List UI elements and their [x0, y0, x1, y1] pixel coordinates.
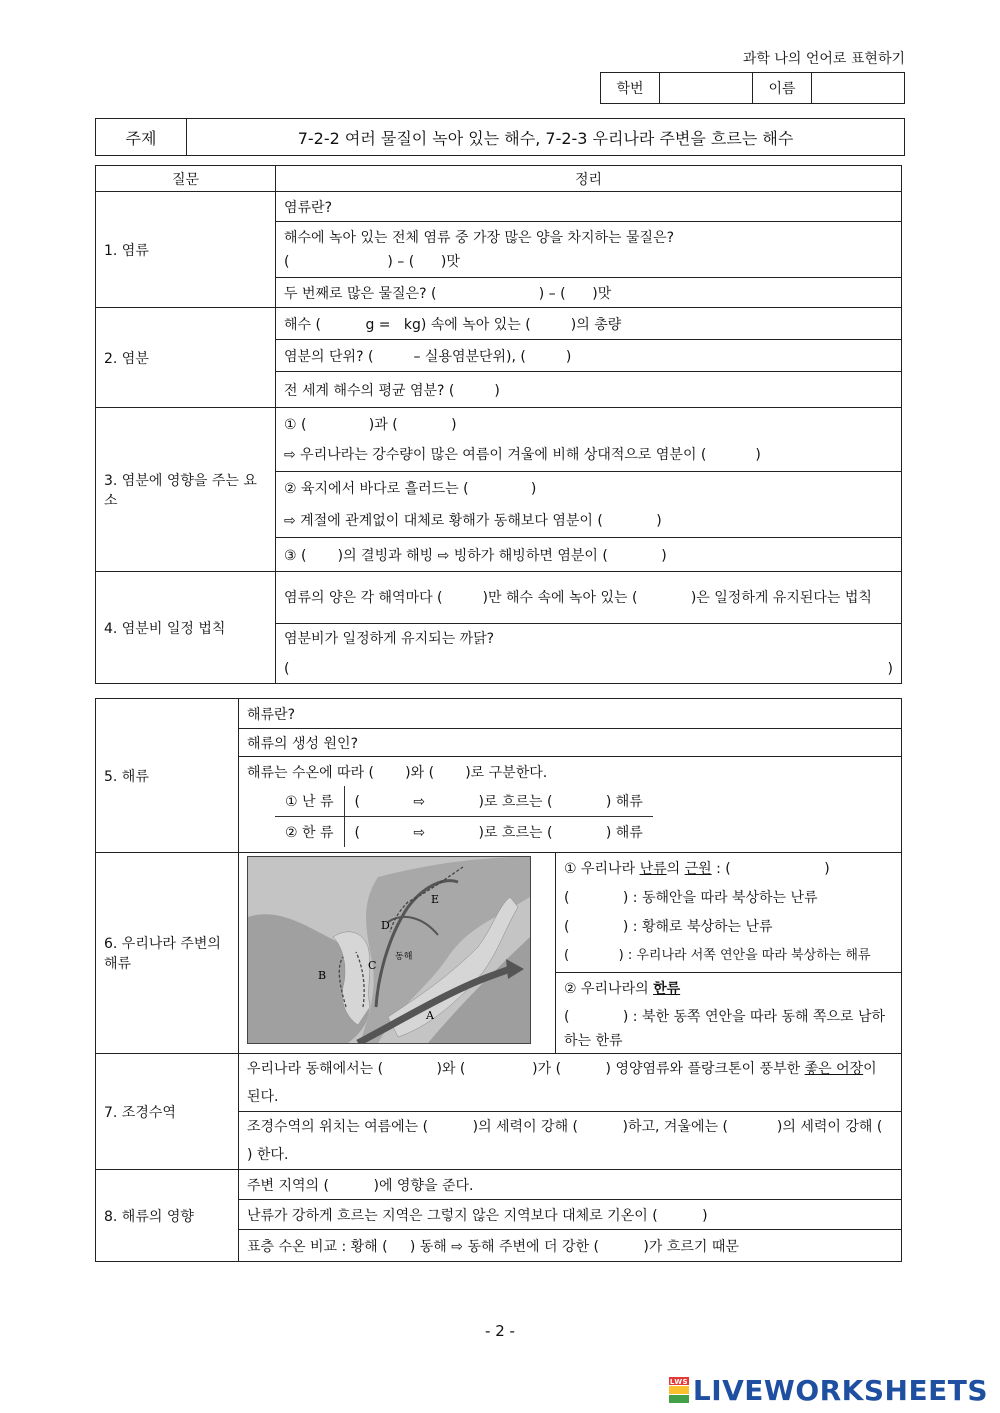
warm-source-prefix: ① 우리나라 [564, 861, 640, 877]
name-label: 이름 [753, 73, 812, 104]
map-label-sea: 동해 [395, 952, 413, 962]
s4-row2-question: 염분비가 일정하게 유지되는 까닭? [284, 630, 495, 647]
name-input[interactable] [812, 73, 905, 104]
logo-letter-l: LWS [669, 1378, 688, 1386]
student-id-label: 학번 [601, 73, 660, 104]
topic-title: 7-2-2 여러 물질이 녹아 있는 해수, 7-2-3 우리나라 주변을 흐르는 해수 [187, 119, 905, 156]
s7-row1-end: 이 된다. [247, 1060, 882, 1105]
section-3-title: 3. 염분에 영향을 주는 요소 [96, 408, 276, 572]
warm-source-mid: 의 [666, 861, 685, 877]
topic-table [95, 118, 905, 156]
good-fishing-ground: 좋은 어장 [804, 1060, 864, 1077]
s2-row1[interactable]: 해수 ( g = kg) 속에 녹아 있는 ( )의 총량 [276, 308, 902, 340]
s2-row3[interactable]: 전 세계 해수의 평균 염분? ( ) [276, 372, 902, 408]
cold-current-heading [564, 977, 893, 1001]
s6-content [239, 853, 902, 1054]
liveworksheets-logo-icon [669, 1377, 689, 1403]
s1-row3[interactable]: 두 번째로 많은 물질은? ( ) – ( )맛 [276, 278, 902, 308]
warm-current-3[interactable]: ( ) : 우리나라 서쪽 연안을 따라 북상하는 해류 [564, 948, 871, 963]
source-word: 근원 [684, 861, 712, 877]
liveworksheets-brand[interactable] [669, 1374, 988, 1407]
warm-current-2[interactable]: ( ) : 황해로 북상하는 난류 [564, 919, 773, 935]
map-label-e: E [431, 893, 440, 906]
section-6-title: 6. 우리나라 주변의 해류 [96, 853, 239, 1054]
s8-row3[interactable]: 표층 수온 비교 : 황해 ( ) 동해 ⇨ 동해 주변에 더 강한 ( )가 흐르기 때문 [239, 1230, 902, 1262]
section-2-title: 2. 염분 [96, 308, 276, 408]
summary-table-2 [95, 698, 923, 1262]
brand-text: LIVEWORKSHEETS [692, 1374, 988, 1407]
s4-row2-blank[interactable] [284, 657, 893, 681]
map-label-c: C [368, 959, 377, 972]
s7-row1-main: 우리나라 동해에서는 ( )와 ( )가 ( ) 영양염류와 플랑크톤이 풍부한 [247, 1060, 805, 1077]
warm-current-label: ① 난 류 [275, 786, 344, 817]
s3-row1[interactable] [276, 408, 902, 472]
s3-row1b[interactable]: ⇨ 우리나라는 강수량이 많은 여름이 겨울에 비해 상대적으로 염분이 ( ) [284, 446, 761, 463]
map-svg [248, 857, 530, 1043]
page-number: - 2 - [485, 1322, 515, 1340]
s4-row2[interactable] [276, 624, 902, 684]
s1-row2-blank[interactable]: ( ) – ( )맛 [284, 253, 460, 270]
cold-current-label: ② 한 류 [275, 817, 344, 848]
s8-row1[interactable]: 주변 지역의 ( )에 영향을 준다. [239, 1170, 902, 1200]
s8-row2[interactable]: 난류가 강하게 흐르는 지역은 그렇지 않은 지역보다 대체로 기온이 ( ) [239, 1200, 902, 1230]
current-answers [556, 853, 901, 1053]
cold-current-desc[interactable]: ( ⇨ )로 흐르는 ( ) 해류 [354, 825, 643, 841]
current-type-table [275, 786, 653, 847]
map-label-a: A [426, 1009, 434, 1022]
s7-row1[interactable] [239, 1054, 902, 1112]
cold-prefix: ② 우리나라의 [564, 981, 654, 997]
column-question: 질문 [96, 166, 276, 192]
warm-source-row[interactable] [564, 857, 893, 881]
s7-row2[interactable]: 조경수역의 위치는 여름에는 ( )의 세력이 강해 ( )하고, 겨울에는 ( )의 세력이 강해 ( ) 한다. [239, 1112, 902, 1170]
warm-current-desc[interactable]: ( ⇨ )로 흐르는 ( ) 해류 [344, 786, 653, 817]
s5-row2[interactable]: 해류의 생성 원인? [239, 729, 902, 757]
section-4-title: 4. 염분비 일정 법칙 [96, 572, 276, 684]
section-1-title: 1. 염류 [96, 192, 276, 308]
current-map-cell [239, 853, 556, 1053]
s1-row2[interactable] [276, 222, 902, 278]
section-5-title: 5. 해류 [96, 699, 239, 853]
cold-current-1[interactable]: ( ) : 북한 동쪽 연안을 따라 동해 쪽으로 남하하는 한류 [564, 1009, 886, 1049]
student-id-input[interactable] [660, 73, 753, 104]
warm-word: 난류 [639, 861, 667, 877]
section-7-title: 7. 조경수역 [96, 1054, 239, 1170]
s1-row1[interactable]: 염류란? [276, 192, 902, 222]
s4-open-paren: ( [284, 660, 290, 677]
warm-current-1[interactable]: ( ) : 동해안을 따라 북상하는 난류 [564, 890, 818, 906]
s2-row2[interactable]: 염분의 단위? ( – 실용염분단위), ( ) [276, 340, 902, 372]
header-caption: 과학 나의 언어로 표현하기 [742, 51, 905, 67]
s3-row1a[interactable]: ① ( )과 ( ) [284, 416, 457, 433]
section-8-title: 8. 해류의 영향 [96, 1170, 239, 1262]
s5-row3 [239, 757, 902, 853]
column-summary: 정리 [276, 166, 902, 192]
s5-row3-text[interactable]: 해류는 수온에 따라 ( )와 ( )로 구분한다. [247, 765, 548, 781]
warm-current-block [556, 853, 901, 973]
s4-close-paren: ) [887, 660, 893, 677]
student-info-table [600, 72, 905, 104]
s3-row3[interactable]: ③ ( )의 결빙과 해빙 ⇨ 빙하가 해빙하면 염분이 ( ) [276, 538, 902, 572]
s1-row2-question: 해수에 녹아 있는 전체 염류 중 가장 많은 양을 차지하는 물질은? [284, 229, 675, 246]
cold-word: 한류 [653, 981, 681, 997]
cold-current-block [556, 973, 901, 1057]
s3-row2a[interactable]: ② 육지에서 바다로 흘러드는 ( ) [284, 480, 537, 497]
map-label-b: B [318, 969, 327, 982]
topic-label: 주제 [96, 119, 187, 156]
warm-source-suffix: : ( ) [711, 861, 830, 877]
ocean-current-map [247, 856, 531, 1044]
summary-table-1 [95, 165, 902, 684]
s3-row2[interactable] [276, 472, 902, 538]
worksheet-header [600, 48, 905, 104]
s4-row1[interactable]: 염류의 양은 각 해역마다 ( )만 해수 속에 녹아 있는 ( )은 일정하게 유지된다는 법칙 [276, 572, 902, 624]
map-label-d: D [381, 919, 390, 932]
s3-row2b[interactable]: ⇨ 계절에 관계없이 대체로 황해가 동해보다 염분이 ( ) [284, 512, 662, 529]
s5-row1[interactable]: 해류란? [239, 699, 902, 729]
